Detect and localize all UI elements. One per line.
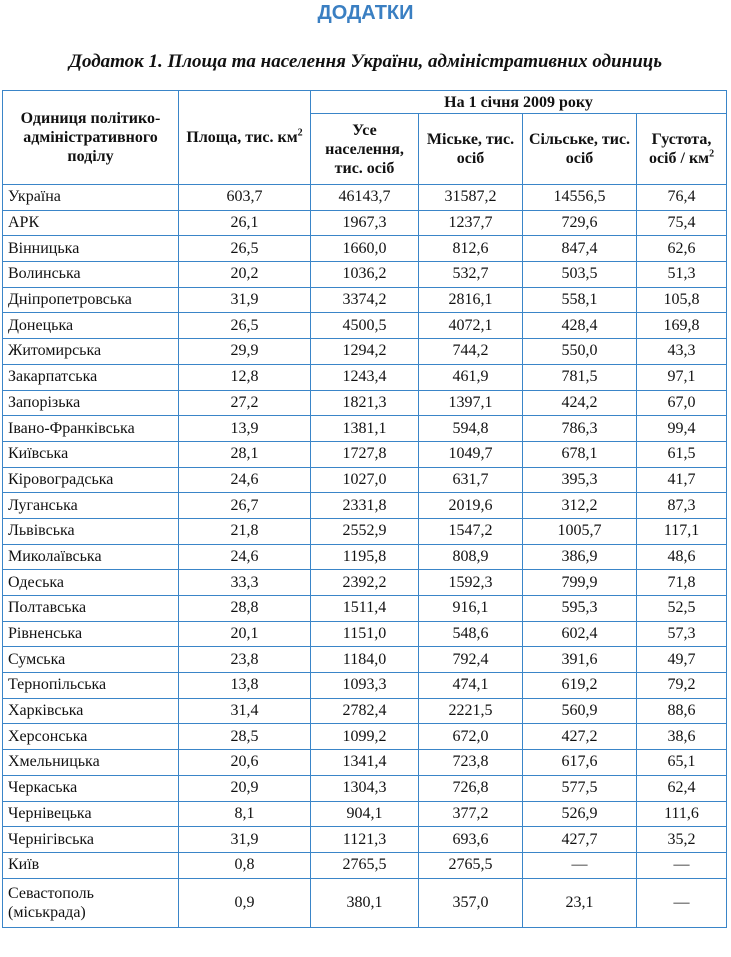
cell-density: 41,7	[637, 467, 727, 493]
cell-area: 603,7	[179, 185, 311, 211]
cell-unit: Рівненська	[3, 621, 179, 647]
cell-rural: 23,1	[523, 878, 637, 927]
table-row	[3, 801, 727, 827]
cell-rural: 799,9	[523, 570, 637, 596]
cell-urban: 726,8	[419, 775, 523, 801]
cell-density: 71,8	[637, 570, 727, 596]
cell-total: 904,1	[311, 801, 419, 827]
cell-urban: 1049,7	[419, 441, 523, 467]
cell-density: 43,3	[637, 339, 727, 365]
table-row	[3, 339, 727, 365]
cell-density: 52,5	[637, 596, 727, 622]
cell-urban: 548,6	[419, 621, 523, 647]
cell-rural: 428,4	[523, 313, 637, 339]
table-row	[3, 698, 727, 724]
cell-area: 24,6	[179, 544, 311, 570]
cell-total: 1967,3	[311, 210, 419, 236]
cell-area: 26,5	[179, 313, 311, 339]
table-row	[3, 518, 727, 544]
header-area	[179, 91, 311, 185]
cell-density: 117,1	[637, 518, 727, 544]
cell-urban: 812,6	[419, 236, 523, 262]
cell-density: 57,3	[637, 621, 727, 647]
cell-area: 28,8	[179, 596, 311, 622]
cell-rural: 395,3	[523, 467, 637, 493]
cell-total: 2331,8	[311, 493, 419, 519]
cell-rural: 781,5	[523, 364, 637, 390]
cell-density: 75,4	[637, 210, 727, 236]
cell-urban: 2816,1	[419, 287, 523, 313]
table-row	[3, 827, 727, 853]
cell-urban: 594,8	[419, 416, 523, 442]
cell-total: 46143,7	[311, 185, 419, 211]
cell-area: 21,8	[179, 518, 311, 544]
cell-unit: Харківська	[3, 698, 179, 724]
cell-area: 0,9	[179, 878, 311, 927]
cell-total: 1294,2	[311, 339, 419, 365]
cell-total: 4500,5	[311, 313, 419, 339]
cell-total: 380,1	[311, 878, 419, 927]
cell-urban: 792,4	[419, 647, 523, 673]
cell-density: —	[637, 852, 727, 878]
cell-rural: 391,6	[523, 647, 637, 673]
cell-rural: 526,9	[523, 801, 637, 827]
cell-rural: 558,1	[523, 287, 637, 313]
header-date-group: На 1 січня 2009 року	[311, 91, 727, 114]
cell-area: 13,8	[179, 673, 311, 699]
cell-unit: Одеська	[3, 570, 179, 596]
cell-unit: Вінницька	[3, 236, 179, 262]
cell-urban: 4072,1	[419, 313, 523, 339]
cell-total: 1099,2	[311, 724, 419, 750]
cell-area: 26,5	[179, 236, 311, 262]
cell-unit: Україна	[3, 185, 179, 211]
cell-unit: Чернігівська	[3, 827, 179, 853]
cell-total: 1243,4	[311, 364, 419, 390]
cell-total: 1121,3	[311, 827, 419, 853]
cell-total: 1184,0	[311, 647, 419, 673]
cell-density: 111,6	[637, 801, 727, 827]
table-row	[3, 236, 727, 262]
cell-area: 20,6	[179, 750, 311, 776]
cell-unit: Севастополь (міськрада)	[3, 878, 179, 927]
table-row	[3, 647, 727, 673]
cell-total: 3374,2	[311, 287, 419, 313]
cell-area: 27,2	[179, 390, 311, 416]
cell-area: 24,6	[179, 467, 311, 493]
cell-rural: 550,0	[523, 339, 637, 365]
header-total: Усе населення, тис. осіб	[311, 114, 419, 185]
cell-unit: Хмельницька	[3, 750, 179, 776]
table-caption: Додаток 1. Площа та населення України, адміністративних одиниць	[68, 51, 663, 72]
table-row	[3, 724, 727, 750]
cell-unit: Херсонська	[3, 724, 179, 750]
cell-density: 35,2	[637, 827, 727, 853]
cell-total: 1381,1	[311, 416, 419, 442]
cell-urban: 1397,1	[419, 390, 523, 416]
table-row	[3, 441, 727, 467]
cell-density: 97,1	[637, 364, 727, 390]
cell-area: 8,1	[179, 801, 311, 827]
cell-area: 31,9	[179, 827, 311, 853]
population-table	[2, 90, 727, 928]
cell-urban: 377,2	[419, 801, 523, 827]
cell-density: 51,3	[637, 262, 727, 288]
cell-area: 31,9	[179, 287, 311, 313]
cell-density: 105,8	[637, 287, 727, 313]
cell-rural: 619,2	[523, 673, 637, 699]
header-density-sup: 2	[709, 148, 715, 160]
cell-total: 1027,0	[311, 467, 419, 493]
cell-area: 28,5	[179, 724, 311, 750]
cell-urban: 2221,5	[419, 698, 523, 724]
cell-area: 0,8	[179, 852, 311, 878]
table-row	[3, 210, 727, 236]
cell-density: 169,8	[637, 313, 727, 339]
cell-density: 62,4	[637, 775, 727, 801]
cell-urban: 1237,7	[419, 210, 523, 236]
cell-total: 2552,9	[311, 518, 419, 544]
cell-area: 20,1	[179, 621, 311, 647]
cell-urban: 631,7	[419, 467, 523, 493]
cell-unit: Тернопільська	[3, 673, 179, 699]
table-body	[3, 185, 727, 928]
cell-area: 31,4	[179, 698, 311, 724]
header-area-sup: 2	[297, 127, 303, 139]
cell-unit: Чернівецька	[3, 801, 179, 827]
table-row	[3, 416, 727, 442]
cell-urban: 1592,3	[419, 570, 523, 596]
table-row	[3, 775, 727, 801]
cell-area: 20,2	[179, 262, 311, 288]
cell-density: 62,6	[637, 236, 727, 262]
cell-urban: 1547,2	[419, 518, 523, 544]
table-row	[3, 467, 727, 493]
table-row	[3, 287, 727, 313]
cell-area: 29,9	[179, 339, 311, 365]
cell-rural: 386,9	[523, 544, 637, 570]
cell-unit: АРК	[3, 210, 179, 236]
cell-rural: 503,5	[523, 262, 637, 288]
cell-density: 76,4	[637, 185, 727, 211]
cell-unit: Полтавська	[3, 596, 179, 622]
cell-density: 88,6	[637, 698, 727, 724]
cell-rural: 427,7	[523, 827, 637, 853]
table-row	[3, 185, 727, 211]
cell-rural: 424,2	[523, 390, 637, 416]
cell-unit: Львівська	[3, 518, 179, 544]
table-row	[3, 262, 727, 288]
cell-density: 87,3	[637, 493, 727, 519]
cell-density: —	[637, 878, 727, 927]
cell-rural: —	[523, 852, 637, 878]
cell-area: 26,7	[179, 493, 311, 519]
cell-unit: Житомирська	[3, 339, 179, 365]
header-density-label: Густота, осіб / км	[648, 131, 712, 167]
cell-urban: 916,1	[419, 596, 523, 622]
cell-area: 20,9	[179, 775, 311, 801]
table-row	[3, 750, 727, 776]
table-row	[3, 878, 727, 927]
cell-urban: 2019,6	[419, 493, 523, 519]
cell-total: 2782,4	[311, 698, 419, 724]
cell-area: 23,8	[179, 647, 311, 673]
table-row	[3, 544, 727, 570]
cell-rural: 617,6	[523, 750, 637, 776]
cell-urban: 357,0	[419, 878, 523, 927]
header-urban: Міське, тис. осіб	[419, 114, 523, 185]
cell-urban: 532,7	[419, 262, 523, 288]
cell-density: 79,2	[637, 673, 727, 699]
cell-area: 26,1	[179, 210, 311, 236]
table-row	[3, 673, 727, 699]
header-rural: Сільське, тис. осіб	[523, 114, 637, 185]
cell-area: 28,1	[179, 441, 311, 467]
cell-density: 48,6	[637, 544, 727, 570]
cell-unit: Сумська	[3, 647, 179, 673]
cell-total: 1195,8	[311, 544, 419, 570]
cell-unit: Івано-Франківська	[3, 416, 179, 442]
cell-total: 1660,0	[311, 236, 419, 262]
table-row	[3, 852, 727, 878]
cell-density: 61,5	[637, 441, 727, 467]
cell-unit: Закарпатська	[3, 364, 179, 390]
cell-rural: 312,2	[523, 493, 637, 519]
cell-density: 65,1	[637, 750, 727, 776]
cell-total: 1511,4	[311, 596, 419, 622]
cell-rural: 678,1	[523, 441, 637, 467]
cell-rural: 847,4	[523, 236, 637, 262]
page-title: ДОДАТКИ	[317, 2, 414, 24]
cell-unit: Миколаївська	[3, 544, 179, 570]
cell-total: 1727,8	[311, 441, 419, 467]
cell-total: 1304,3	[311, 775, 419, 801]
cell-urban: 461,9	[419, 364, 523, 390]
cell-area: 12,8	[179, 364, 311, 390]
table-row	[3, 313, 727, 339]
cell-urban: 474,1	[419, 673, 523, 699]
cell-urban: 808,9	[419, 544, 523, 570]
cell-unit: Київ	[3, 852, 179, 878]
cell-rural: 602,4	[523, 621, 637, 647]
cell-rural: 729,6	[523, 210, 637, 236]
cell-density: 67,0	[637, 390, 727, 416]
cell-urban: 672,0	[419, 724, 523, 750]
cell-urban: 723,8	[419, 750, 523, 776]
cell-density: 49,7	[637, 647, 727, 673]
cell-urban: 744,2	[419, 339, 523, 365]
cell-rural: 595,3	[523, 596, 637, 622]
cell-unit: Київська	[3, 441, 179, 467]
table-row	[3, 621, 727, 647]
header-density	[637, 114, 727, 185]
table-row	[3, 364, 727, 390]
header-area-label: Площа, тис. км	[186, 129, 298, 146]
cell-total: 1821,3	[311, 390, 419, 416]
cell-rural: 14556,5	[523, 185, 637, 211]
table-row	[3, 596, 727, 622]
cell-total: 2392,2	[311, 570, 419, 596]
cell-rural: 427,2	[523, 724, 637, 750]
cell-urban: 31587,2	[419, 185, 523, 211]
cell-density: 99,4	[637, 416, 727, 442]
table-row	[3, 493, 727, 519]
cell-total: 1341,4	[311, 750, 419, 776]
table-row	[3, 390, 727, 416]
cell-total: 2765,5	[311, 852, 419, 878]
cell-unit: Луганська	[3, 493, 179, 519]
cell-total: 1151,0	[311, 621, 419, 647]
table-row	[3, 570, 727, 596]
cell-density: 38,6	[637, 724, 727, 750]
cell-unit: Черкаська	[3, 775, 179, 801]
cell-urban: 2765,5	[419, 852, 523, 878]
cell-unit: Донецька	[3, 313, 179, 339]
cell-rural: 1005,7	[523, 518, 637, 544]
cell-total: 1093,3	[311, 673, 419, 699]
cell-unit: Запорізька	[3, 390, 179, 416]
cell-rural: 560,9	[523, 698, 637, 724]
cell-urban: 693,6	[419, 827, 523, 853]
cell-area: 13,9	[179, 416, 311, 442]
cell-unit: Дніпропетровська	[3, 287, 179, 313]
cell-unit: Кіровоградська	[3, 467, 179, 493]
cell-total: 1036,2	[311, 262, 419, 288]
cell-unit: Волинська	[3, 262, 179, 288]
cell-area: 33,3	[179, 570, 311, 596]
cell-rural: 786,3	[523, 416, 637, 442]
header-unit: Одиниця політико-адміністративного поділу	[3, 91, 179, 185]
cell-rural: 577,5	[523, 775, 637, 801]
